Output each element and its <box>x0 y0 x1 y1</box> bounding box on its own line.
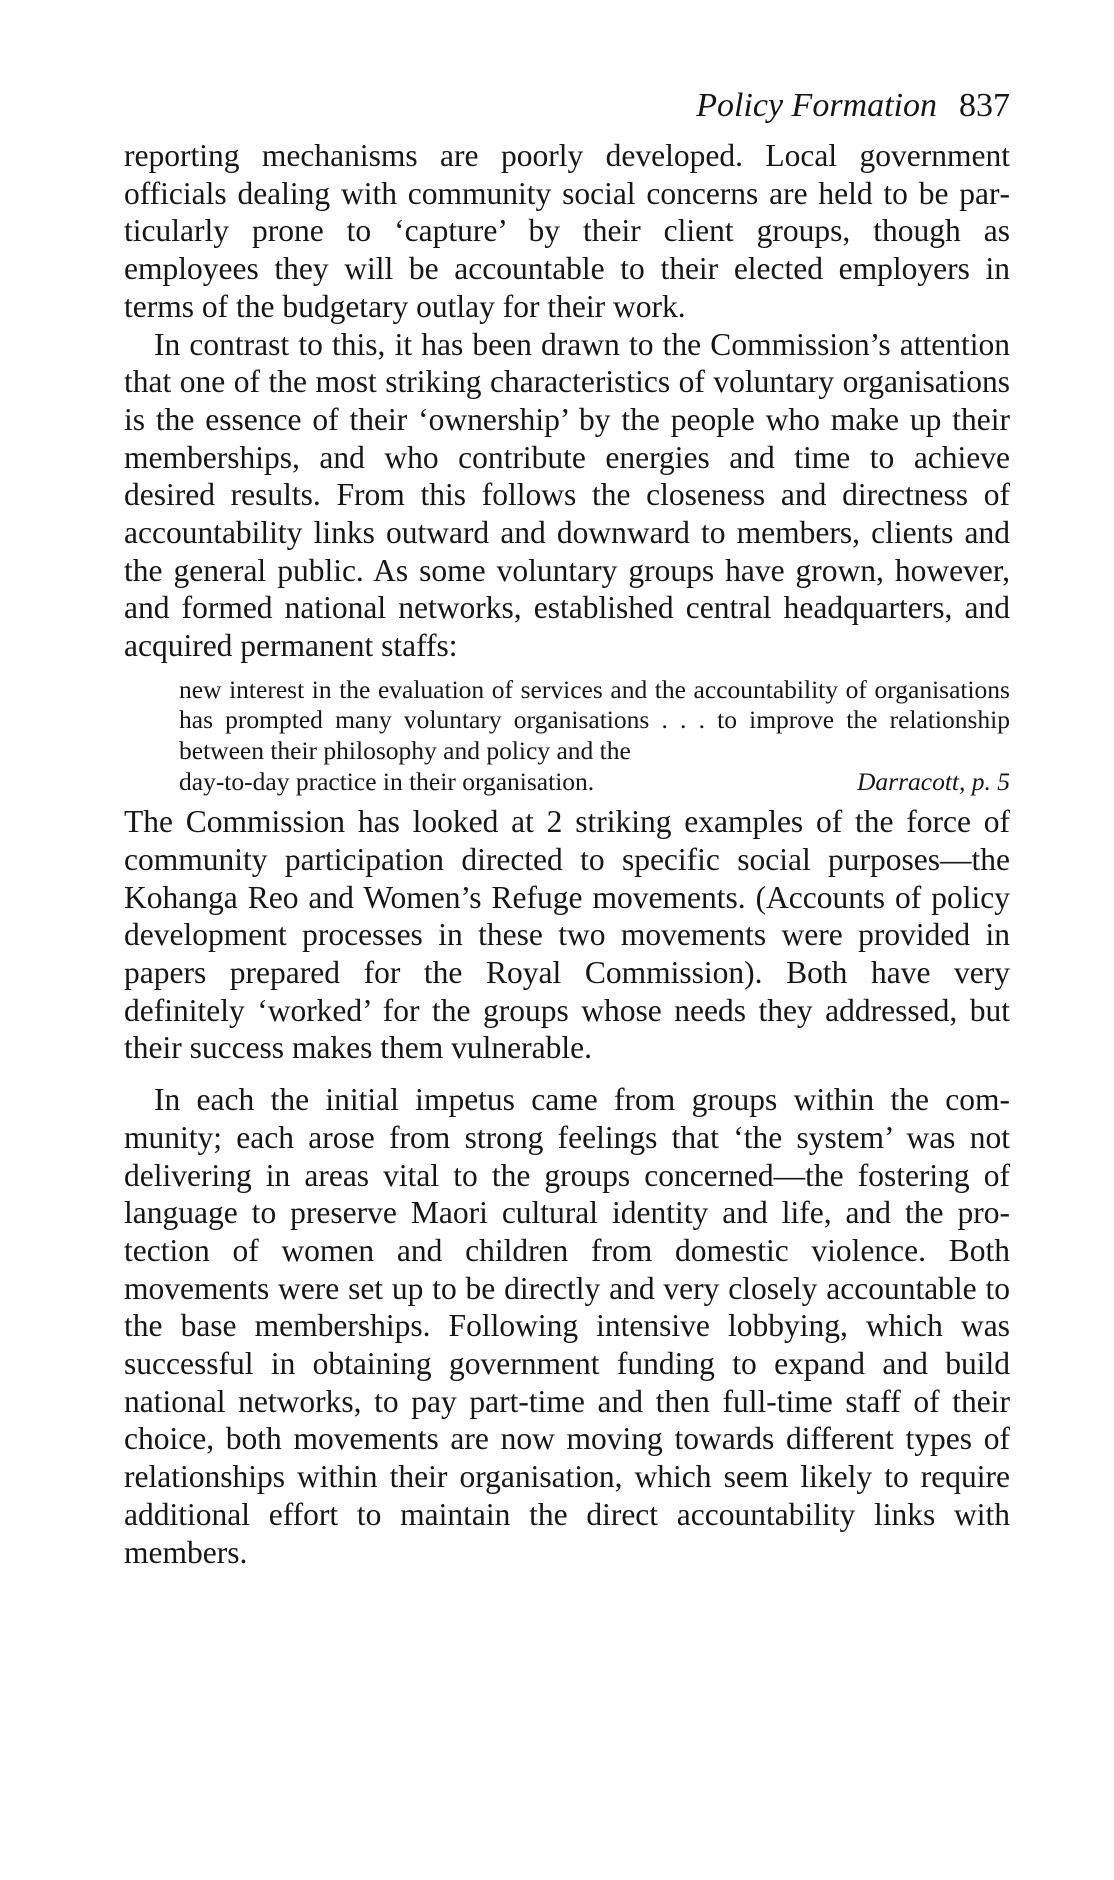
block-quote-last-line <box>179 767 1010 798</box>
running-title: Policy Formation <box>696 87 937 124</box>
running-header <box>124 86 1010 126</box>
paragraph-3: The Commission has looked at 2 striking examples of the force of community participation directed to specific social purposes—the Kohanga Reo and Women’s Refuge movements. (Accounts of policy development processes in these two movements were provided in papers prepared for the Royal Commission). Both have very definitely ‘worked’ for the groups whose needs they addressed, but their success makes them vulnerable. <box>124 804 1010 1066</box>
page-number: 837 <box>959 87 1010 124</box>
block-quote-last-text: day-to-day practice in their organisation. <box>179 766 595 796</box>
paragraph-1: reporting mechanisms are poorly developed. Local government officials dealing with community social concerns are held to be particularly prone to ‘capture’ by their client groups, though as employees they will be accountable to their elected employers in terms of the budgetary outlay for their work. <box>124 138 1010 324</box>
block-quote-citation: Darracott, p. 5 <box>857 766 1010 796</box>
block-quote <box>179 675 1010 797</box>
paragraph-4: In each the initial impetus came from groups within the community; each arose from strong feelings that ‘the system’ was not delivering in areas vital to the groups concerned—the fostering of language to preserve Maori cultural identity and life, and the protection of women and children from domestic violence. Both movements were set up to be directly and very closely accountable to the base memberships. Following intensive lobbying, which was successful in obtaining government funding to expand and build national networks, to pay part-time and then full-time staff of their choice, both movements are now moving towards different types of relationships within their organisation, which seem likely to require additional effort to maintain the direct accountability links with members. <box>124 1082 1010 1570</box>
block-quote-text: new interest in the evaluation of services and the accountability of organisations has prompted many voluntary organisations . . . to improve the relationship between their philosophy and policy and the <box>179 674 1010 766</box>
page-body <box>124 137 1010 1571</box>
paragraph-gap <box>124 1067 1010 1081</box>
paragraph-2: In contrast to this, it has been drawn to the Commission’s attention that one of the most striking characteristics of voluntary organisations is the essence of their ‘ownership’ by the people who make up their memberships, and who contribute energies and time to achieve desired results. From this follows the closeness and directness of accountability links outward and downward to members, clients and the general public. As some voluntary groups have grown, however, and formed national networks, established central headquarters, and acquired permanent staffs: <box>124 326 1010 664</box>
